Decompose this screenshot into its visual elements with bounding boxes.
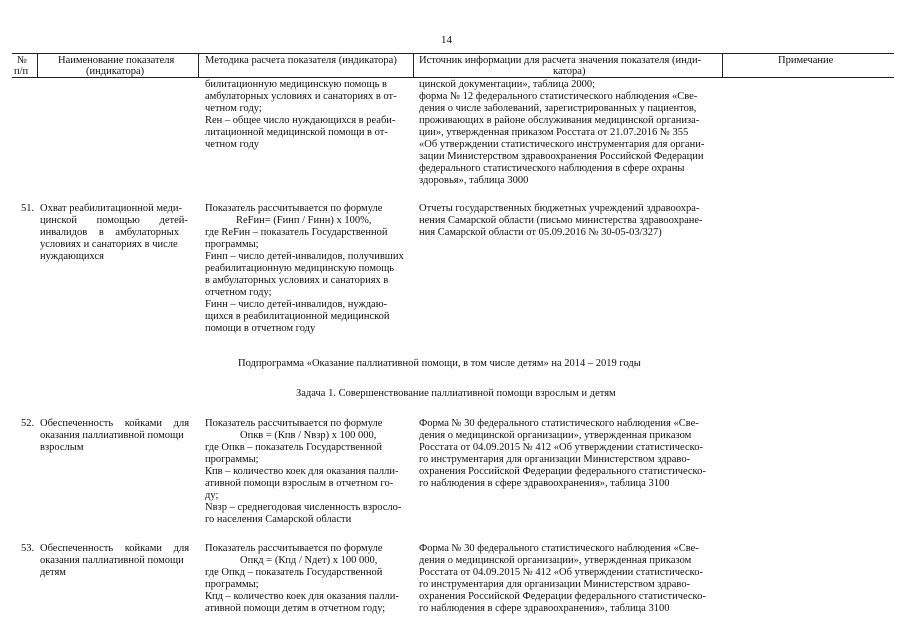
- row-source-line: охранения Российской Федерации федерального статистическо-: [419, 466, 706, 477]
- header-col-name-line: (индикатора): [86, 66, 145, 77]
- header-divider-4: [722, 53, 723, 77]
- row-name-line: Обеспеченность койками для: [40, 418, 190, 429]
- cont-methodology-line: амбулаторных условиях и санаториях в от-: [205, 91, 397, 102]
- header-col-source-line: Источник информации для расчета значения показателя (инди-: [419, 55, 702, 66]
- row-source-line: Росстата от 04.09.2015 № 412 «Об утверждении статистическо-: [419, 442, 703, 453]
- cont-source-line: здоровья», таблица 3000: [419, 175, 529, 186]
- row-methodology-line: где Опкв – показатель Государственной: [205, 442, 383, 453]
- subprogram-title: Подпрограмма «Оказание паллиативной помощи, в том числе детям» на 2014 – 2019 годы: [238, 358, 641, 369]
- row-source-line: нения Самарской области (письмо министерства здравоохране-: [419, 215, 703, 226]
- row-name-line: оказания паллиативной помощи: [40, 555, 184, 566]
- row-methodology-line: программы;: [205, 579, 259, 590]
- row-methodology-line: программы;: [205, 454, 259, 465]
- row-methodology-line: го населения Самарской области: [205, 514, 352, 525]
- row-methodology-line: ативной помощи взрослым в отчетном го-: [205, 478, 394, 489]
- row-name-line: Охват реабилитационной меди-: [40, 203, 182, 214]
- page-number: 14: [441, 34, 452, 46]
- row-methodology-line: ативной помощи детям в отчетном году;: [205, 603, 386, 614]
- row-source-line: го наблюдения в сфере здравоохранения», таблица 3100: [419, 478, 670, 489]
- row-methodology-line: реабилитационную медицинскую помощь: [205, 263, 395, 274]
- header-col-number-line: №: [17, 55, 28, 66]
- row-methodology-line: ду;: [205, 490, 219, 501]
- cont-methodology-line: билитационную медицинскую помощь в: [205, 79, 387, 90]
- row-name-line: Обеспеченность койками для: [40, 543, 190, 554]
- header-divider-3: [413, 53, 414, 77]
- row-methodology-line: Nвзр – среднегодовая численность взросло-: [205, 502, 402, 513]
- row-name-line: взрослым: [40, 442, 84, 453]
- row-methodology-line: щихся в реабилитационной медицинской: [205, 311, 390, 322]
- header-divider-2: [198, 53, 199, 77]
- row-name-line: условиях и санаториях в числе: [40, 239, 178, 250]
- row-methodology-line: где Опкд – показатель Государственной: [205, 567, 383, 578]
- row-methodology-line: Кпд – количество коек для оказания палли-: [205, 591, 399, 602]
- task-title: Задача 1. Совершенствование паллиативной помощи взрослым и детям: [296, 388, 616, 399]
- row-source-line: дения о медицинской организации», утвержденная приказом: [419, 430, 692, 441]
- cont-source-line: проживающих в районе обслуживания медицинской организа-: [419, 115, 700, 126]
- cont-methodology-line: четном году;: [205, 103, 262, 114]
- header-bottom-border: [12, 77, 894, 78]
- row-number: 53.: [21, 543, 35, 554]
- cont-source-line: федерального статистического наблюдения в сфере охраны: [419, 163, 685, 174]
- row-source-line: го наблюдения в сфере здравоохранения», таблица 3100: [419, 603, 670, 614]
- header-top-border: [12, 53, 894, 54]
- header-col-note-line: Примечание: [778, 55, 834, 66]
- row-methodology-line: отчетном году;: [205, 287, 272, 298]
- row-formula: ReFин= (Fинп / Fинн) x 100%,: [236, 215, 372, 226]
- row-source-line: Форма № 30 федерального статистического наблюдения «Све-: [419, 543, 699, 554]
- row-methodology-line: где ReFин – показатель Государственной: [205, 227, 388, 238]
- header-col-number-line: п/п: [14, 66, 29, 77]
- row-methodology-line: Кпв – количество коек для оказания палли-: [205, 466, 399, 477]
- row-number: 52.: [21, 418, 35, 429]
- row-source-line: го инструментария для организации Министерством здраво-: [419, 579, 691, 590]
- header-col-source-line: катора): [553, 66, 586, 77]
- header-divider-1: [37, 53, 38, 77]
- cont-source-line: ции», утвержденная приказом Росстата от 21.07.2016 № 355: [419, 127, 689, 138]
- row-source-line: охранения Российской Федерации федерального статистическо-: [419, 591, 706, 602]
- row-name-line: детям: [40, 567, 66, 578]
- cont-source-line: «Об утверждении статистического инструментария для органи-: [419, 139, 705, 150]
- row-formula: Опкв = (Кпв / Nвзр) x 100 000,: [240, 430, 377, 441]
- row-formula: Опкд = (Кпд / Nдет) x 100 000,: [240, 555, 378, 566]
- row-name-line: цинской помощью детей-: [40, 215, 188, 226]
- row-source-line: дения о медицинской организации», утвержденная приказом: [419, 555, 692, 566]
- row-methodology-line: Fинн – число детей-инвалидов, нуждаю-: [205, 299, 388, 310]
- row-source-line: го инструментария для организации Министерством здраво-: [419, 454, 691, 465]
- cont-methodology-line: Reн – общее число нуждающихся в реаби-: [205, 115, 396, 126]
- header-col-methodology-line: Методика расчета показателя (индикатора): [205, 55, 397, 66]
- row-methodology-line: Показатель рассчитывается по формуле: [205, 543, 383, 554]
- header-col-name-line: Наименование показателя: [58, 55, 175, 66]
- row-name-line: инвалидов в амбулаторных: [40, 227, 179, 238]
- row-name-line: нуждающихся: [40, 251, 104, 262]
- row-source-line: ния Самарской области от 05.09.2016 № 30-05-03/327): [419, 227, 662, 238]
- row-source-line: Росстата от 04.09.2015 № 412 «Об утверждении статистическо-: [419, 567, 703, 578]
- row-methodology-line: в амбулаторных условиях и санаториях в: [205, 275, 389, 286]
- row-name-line: оказания паллиативной помощи: [40, 430, 184, 441]
- cont-methodology-line: литационной медицинской помощи в от-: [205, 127, 388, 138]
- cont-methodology-line: четном году: [205, 139, 260, 150]
- row-methodology-line: помощи в отчетном году: [205, 323, 316, 334]
- row-number: 51.: [21, 203, 35, 214]
- row-source-line: Форма № 30 федерального статистического наблюдения «Све-: [419, 418, 699, 429]
- row-methodology-line: программы;: [205, 239, 259, 250]
- row-methodology-line: Показатель рассчитывается по формуле: [205, 418, 383, 429]
- row-methodology-line: Показатель рассчитывается по формуле: [205, 203, 383, 214]
- row-source-line: Отчеты государственных бюджетных учреждений здравоохра-: [419, 203, 700, 214]
- cont-source-line: дения о числе заболеваний, зарегистрированных у пациентов,: [419, 103, 697, 114]
- cont-source-line: цинской документации», таблица 2000;: [419, 79, 596, 90]
- cont-source-line: форма № 12 федерального статистического наблюдения «Све-: [419, 91, 698, 102]
- row-methodology-line: Fинп – число детей-инвалидов, получивших: [205, 251, 404, 262]
- cont-source-line: зации Министерством здравоохранения Российской Федерации: [419, 151, 704, 162]
